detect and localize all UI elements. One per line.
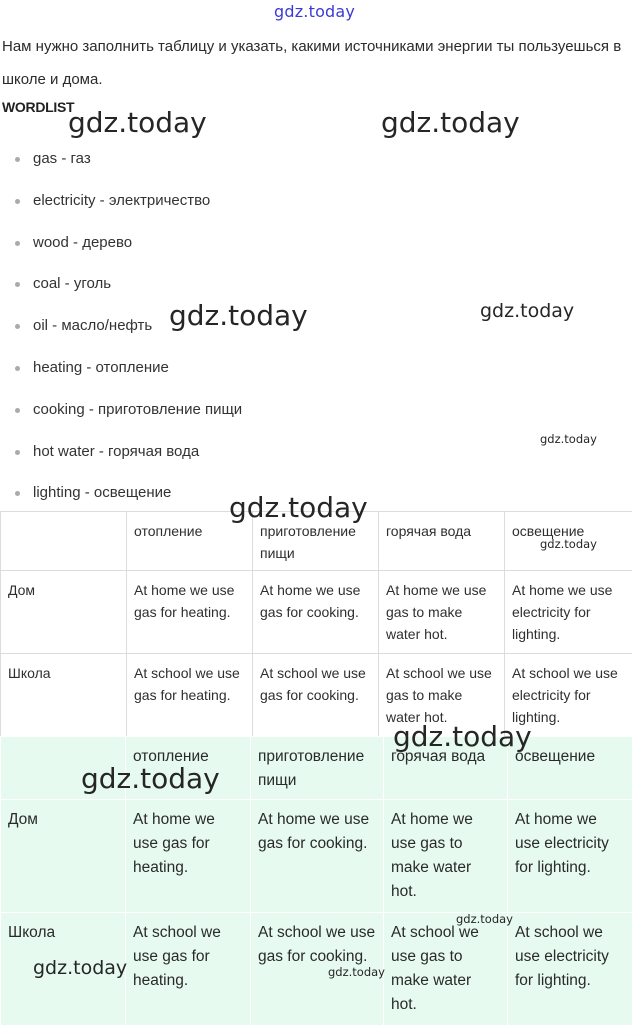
list-item (0, 222, 242, 264)
word-text: electricity - электричество (33, 191, 211, 209)
bullet-icon (15, 491, 20, 496)
bullet-icon (15, 450, 20, 455)
table-cell: Школа (1, 913, 126, 1026)
word-text: hot water - горячая вода (33, 442, 200, 460)
table-cell: Дом (1, 800, 126, 913)
bullet-icon (15, 366, 20, 371)
table-cell: горячая вода (384, 737, 508, 800)
bullet-icon (15, 324, 20, 329)
watermark: gdz.today (33, 957, 128, 979)
word-text: cooking - приготовление пищи (33, 400, 243, 418)
watermark: gdz.today (328, 965, 385, 979)
watermark: gdz.today (229, 491, 368, 524)
table-cell: At school we use electricity for lighting. (508, 913, 632, 1026)
watermark: gdz.today (169, 299, 308, 332)
list-item (0, 138, 242, 180)
table-cell: At home we use gas for heating. (127, 571, 253, 654)
watermark: gdz.today (381, 106, 520, 139)
table-cell: At home we use gas to make water hot. (379, 571, 505, 654)
watermark: gdz.today (393, 720, 532, 753)
table-cell: At home we use gas for heating. (126, 800, 251, 913)
table-cell: освещение (505, 512, 632, 571)
table-cell: At home we use gas to make water hot. (384, 800, 508, 913)
top-watermark: gdz.today (274, 2, 356, 21)
list-item (0, 472, 242, 514)
table-cell: At school we use electricity for lighting. (505, 654, 632, 737)
table-cell: отопление (127, 512, 253, 571)
word-text: gas - газ (33, 150, 91, 167)
table-cell: At school we use gas for cooking. (251, 913, 384, 1026)
table-cell: At home we use electricity for lighting. (508, 800, 632, 913)
table-cell: At home we use gas for cooking. (251, 800, 384, 913)
table-row (1, 654, 632, 737)
word-text: wood - дерево (33, 233, 133, 251)
list-item (0, 347, 242, 389)
watermark: gdz.today (540, 537, 597, 551)
bullet-icon (15, 241, 20, 246)
table-cell: Школа (1, 654, 127, 737)
table-row (1, 800, 632, 913)
table-row (1, 571, 632, 654)
watermark: gdz.today (480, 300, 575, 322)
table-cell: At school we use gas for heating. (127, 654, 253, 737)
watermark: gdz.today (540, 432, 597, 446)
list-item (0, 180, 242, 222)
bullet-icon (15, 157, 20, 162)
intro-text: Нам нужно заполнить таблицу и указать, какими источниками энергии ты пользуешься в школе и дома. (2, 38, 622, 88)
table-cell (1, 512, 127, 571)
energy-table-plain (0, 511, 632, 737)
watermark: gdz.today (81, 762, 220, 795)
table-cell: горячая вода (379, 512, 505, 571)
table-cell: At school we use gas to make water hot. (384, 913, 508, 1026)
bullet-icon (15, 408, 20, 413)
table-cell: приготовление пищи (253, 512, 379, 571)
table-cell: отопление (126, 737, 251, 800)
bullet-icon (15, 282, 20, 287)
wordlist-title: WORDLIST (2, 99, 75, 115)
table-cell: At home we use electricity for lighting. (505, 571, 632, 654)
table-cell: At school we use gas for heating. (126, 913, 251, 1026)
table-cell: Дом (1, 571, 127, 654)
table-cell: приготовление пищи (251, 737, 384, 800)
table-cell: освещение (508, 737, 632, 800)
table-cell: At home we use gas for cooking. (253, 571, 379, 654)
table-cell: At school we use gas to make water hot. (379, 654, 505, 737)
bullet-icon (15, 199, 20, 204)
word-text: lighting - освещение (33, 484, 172, 502)
list-item (0, 389, 242, 431)
table-cell: At school we use gas for cooking. (253, 654, 379, 737)
word-text: coal - уголь (33, 275, 112, 293)
list-item (0, 431, 242, 473)
watermark: gdz.today (68, 106, 207, 139)
word-text: heating - отопление (33, 358, 169, 376)
watermark: gdz.today (456, 912, 513, 926)
word-text: oil - масло/нефть (33, 317, 153, 335)
